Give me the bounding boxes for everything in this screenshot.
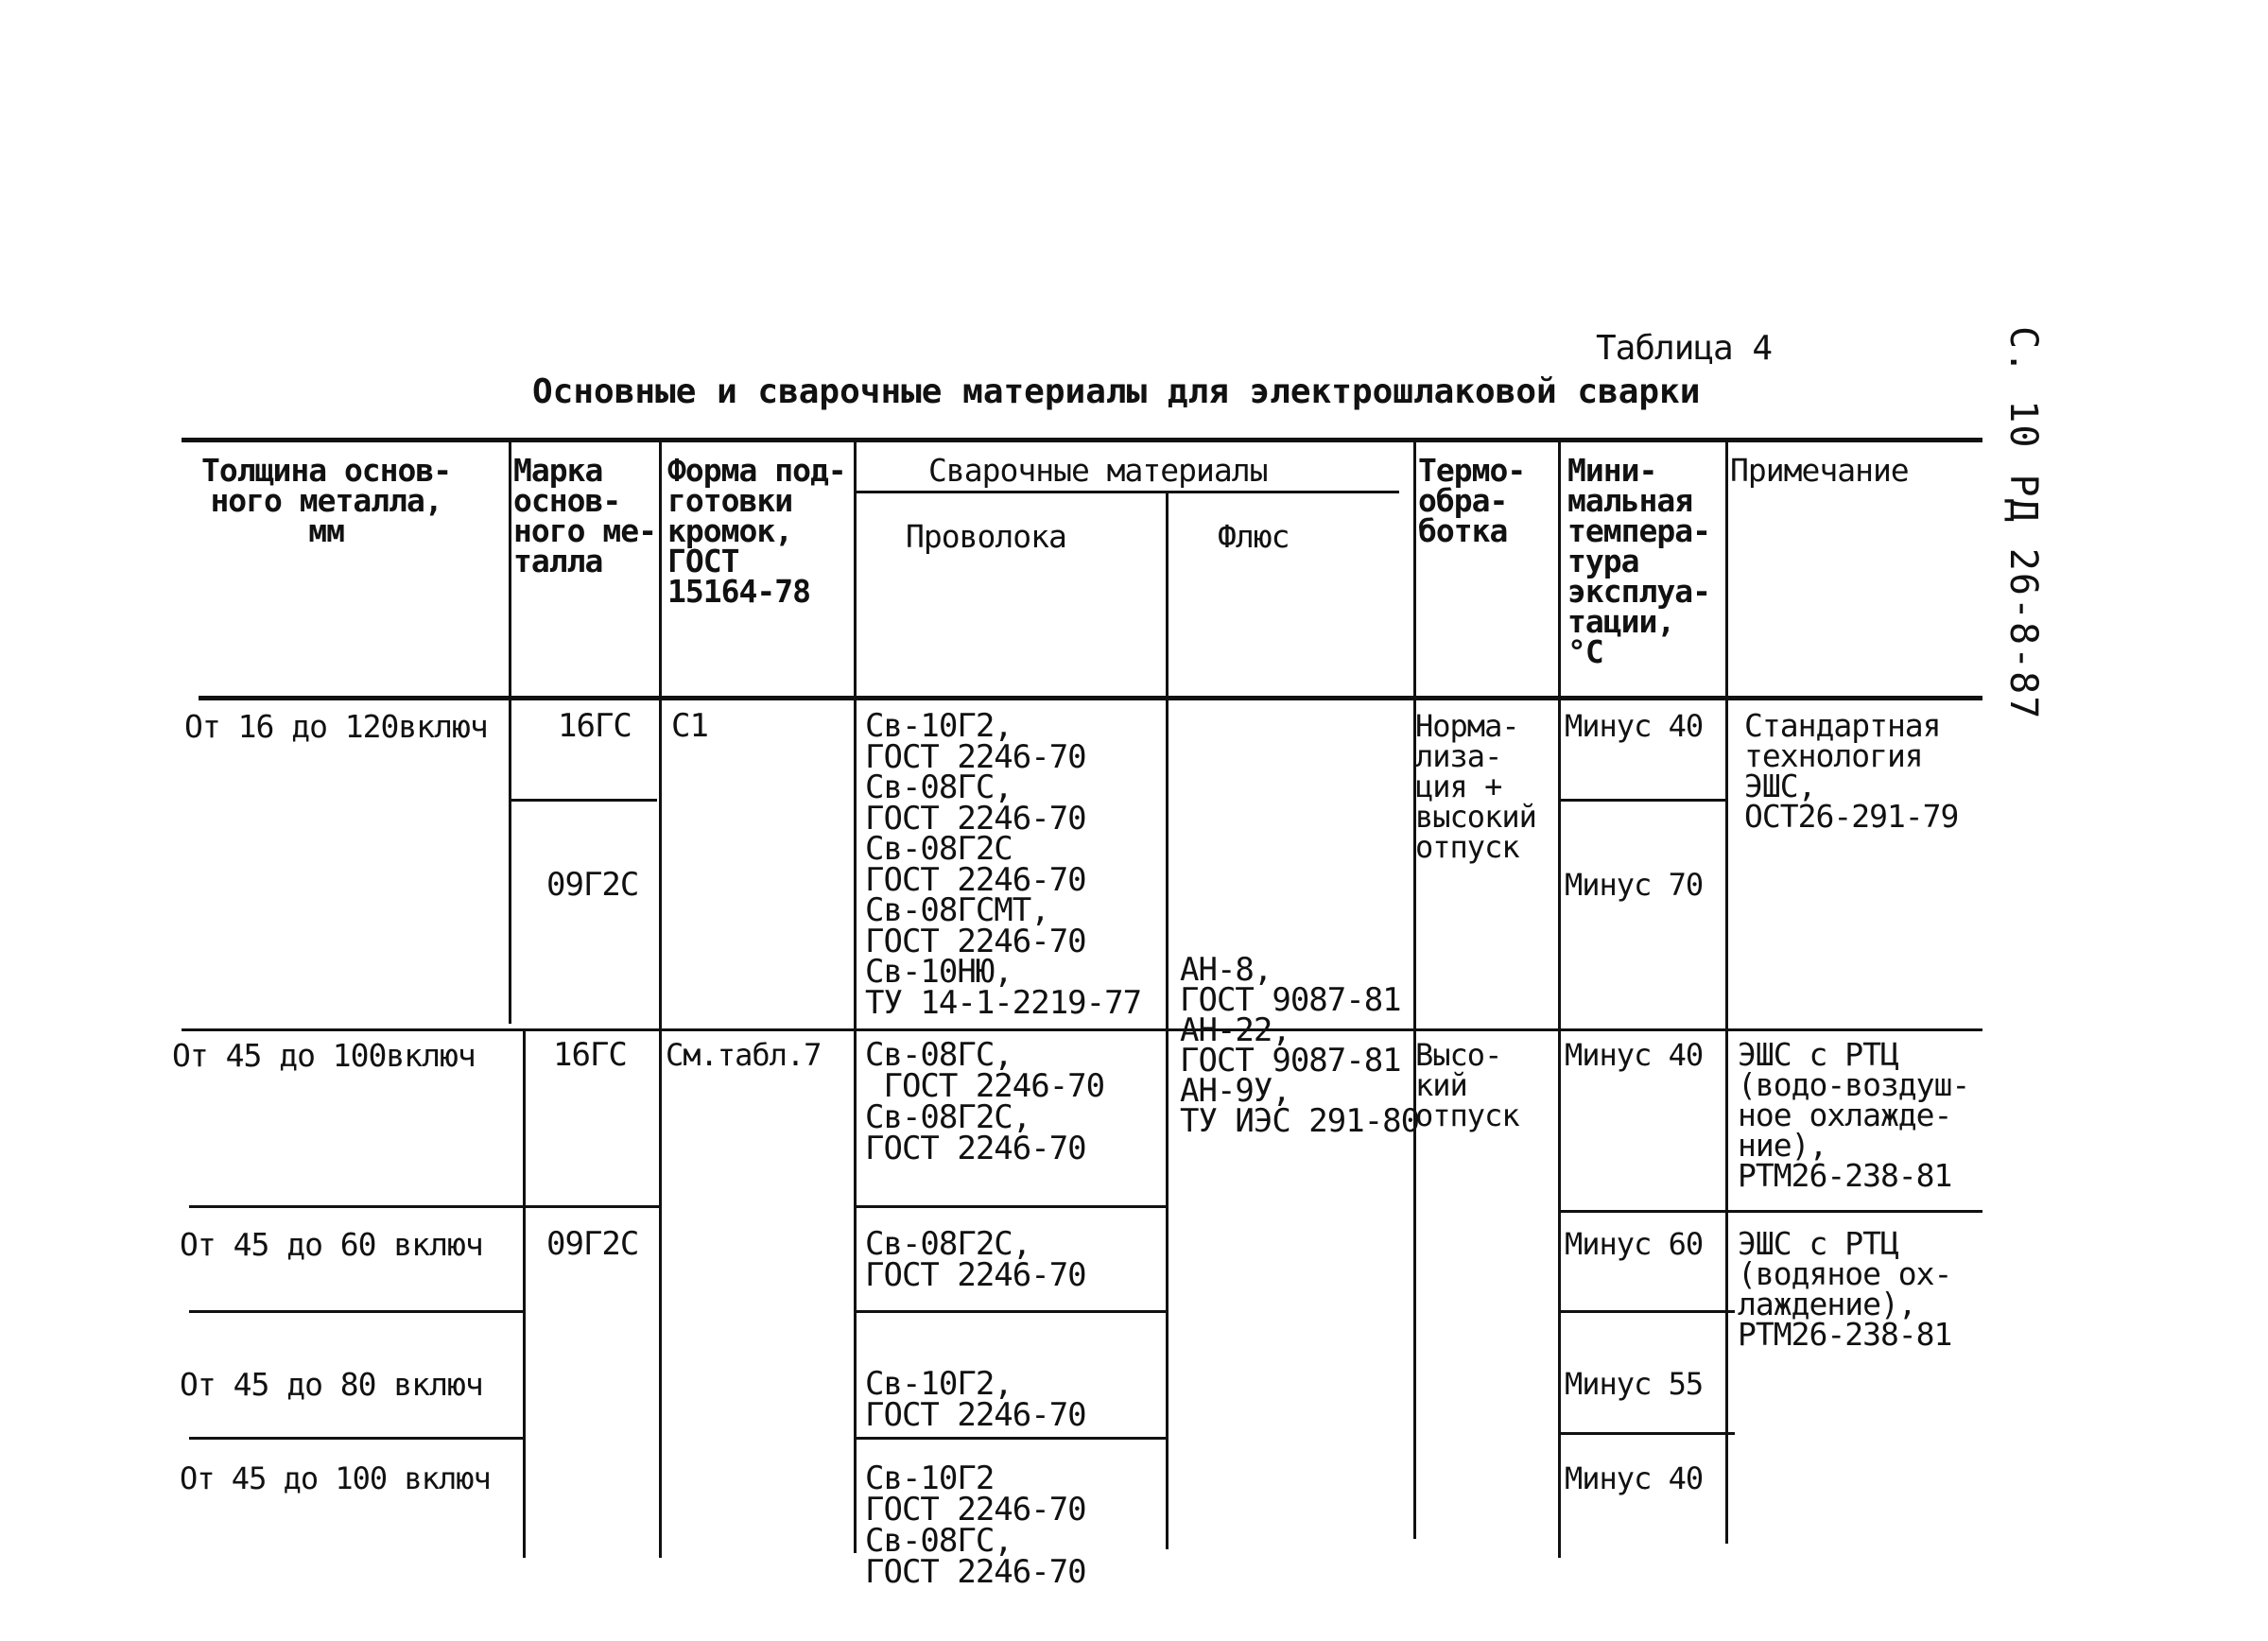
col-line-6 xyxy=(1558,438,1561,1558)
header-heat-treatment: Термо- обра- ботка xyxy=(1418,452,1526,549)
col-line-1-upper xyxy=(509,438,511,1024)
row-divider-3-left xyxy=(189,1310,525,1313)
r2-thickness: От 45 до 100включ xyxy=(172,1037,476,1074)
table-label: Таблица 4 xyxy=(1596,329,1773,368)
row-divider-4-left xyxy=(189,1437,525,1440)
r1-edge-form: С1 xyxy=(671,707,708,745)
r3-note: ЭШС с РТЦ (водяное ох- лаждение), РТМ26-238-81 xyxy=(1738,1225,1952,1353)
header-note: Примечание xyxy=(1730,452,1909,489)
flux-list: АН-8, ГОСТ 9087-81 АН-22, ГОСТ 9087-81 АН-9У, ТУ ИЭС 291-80 xyxy=(1180,951,1420,1140)
r3-min-temp: Минус 60 xyxy=(1565,1226,1704,1262)
r3-thickness: От 45 до 60 включ xyxy=(180,1226,483,1263)
welding-materials-underline xyxy=(856,491,1399,493)
r4-thickness: От 45 до 80 включ xyxy=(180,1366,483,1403)
header-flux: Флюс xyxy=(1218,518,1290,555)
r3-grade: 09Г2С xyxy=(546,1225,639,1263)
row-divider-2-wire xyxy=(856,1205,1168,1208)
col-line-2 xyxy=(659,438,662,1558)
header-edge-form: Форма под- готовки кромок, ГОСТ 15164-78 xyxy=(667,452,846,610)
page-reference: С. 10 РД 26-8-87 xyxy=(2001,326,2045,721)
r5-min-temp: Минус 40 xyxy=(1565,1460,1704,1496)
r1-grade-09g2s: 09Г2С xyxy=(546,866,639,904)
r1-thickness: От 16 до 120включ xyxy=(184,708,488,745)
row-divider-3-wire xyxy=(856,1310,1168,1313)
header-wire: Проволока xyxy=(906,518,1066,555)
r1-min-temp-16gs: Минус 40 xyxy=(1565,708,1704,744)
col-line-1-lower xyxy=(523,1028,526,1558)
r5-thickness: От 45 до 100 включ xyxy=(180,1460,491,1496)
r1-heat-treatment: Норма- лиза- ция + высокий отпуск xyxy=(1415,708,1536,865)
r2-grade: 16ГС xyxy=(553,1036,627,1074)
header-grade: Марка основ- ного ме- талла xyxy=(513,452,656,579)
header-min-temp: Мини- мальная темпера- тура эксплуа- тации, °С xyxy=(1567,452,1710,670)
r2-heat-treatment: Высо- кий отпуск xyxy=(1415,1037,1519,1133)
r1-min-temp-09g2s: Минус 70 xyxy=(1565,867,1704,903)
col-line-3 xyxy=(854,438,857,1553)
r5-wire: Св-10Г2 ГОСТ 2246-70 Св-08ГС, ГОСТ 2246-70 xyxy=(865,1460,1086,1591)
col-line-7 xyxy=(1725,438,1728,1544)
header-thickness: Толщина основ- ного металла, мм xyxy=(201,452,452,549)
row-divider-3-temp xyxy=(1560,1310,1735,1313)
r2-edge-form: См.табл.7 xyxy=(666,1037,822,1073)
row-divider-1 xyxy=(182,1028,1982,1031)
header-welding-materials: Сварочные материалы xyxy=(928,452,1268,489)
table-top-border xyxy=(182,438,1982,442)
r1-wire: Св-10Г2, ГОСТ 2246-70 Св-08ГС, ГОСТ 2246-70 Св-08Г2С ГОСТ 2246-70 Св-08ГСМТ, ГОСТ 2246-70 Св-10НЮ, ТУ 14-1-2219-77 xyxy=(865,707,1142,1022)
r4-wire: Св-10Г2, ГОСТ 2246-70 xyxy=(865,1365,1086,1434)
r2-min-temp: Минус 40 xyxy=(1565,1037,1704,1073)
temp-row-divider xyxy=(1560,799,1725,802)
r2-note: ЭШС с РТЦ (водо-воздуш- ное охлажде- ние), РТМ26-238-81 xyxy=(1738,1036,1970,1194)
header-bottom-border xyxy=(199,696,1982,700)
r1-note: Стандартная технология ЭШС, ОСТ26-291-79 xyxy=(1744,707,1959,835)
grade-row-divider xyxy=(511,799,657,802)
row-divider-2-right xyxy=(1560,1210,1982,1213)
r2-wire: Св-08ГС, ГОСТ 2246-70 Св-08Г2С, ГОСТ 2246-70 xyxy=(865,1036,1105,1167)
r3-wire: Св-08Г2С, ГОСТ 2246-70 xyxy=(865,1225,1086,1294)
col-line-4 xyxy=(1166,491,1169,1549)
table-title: Основные и сварочные материалы для электрошлаковой сварки xyxy=(532,372,1701,411)
row-divider-2-left xyxy=(189,1205,662,1208)
r4-min-temp: Минус 55 xyxy=(1565,1366,1704,1402)
row-divider-4-wire xyxy=(856,1437,1168,1440)
row-divider-4-temp xyxy=(1560,1432,1735,1435)
r1-grade-16gs: 16ГС xyxy=(558,707,632,745)
